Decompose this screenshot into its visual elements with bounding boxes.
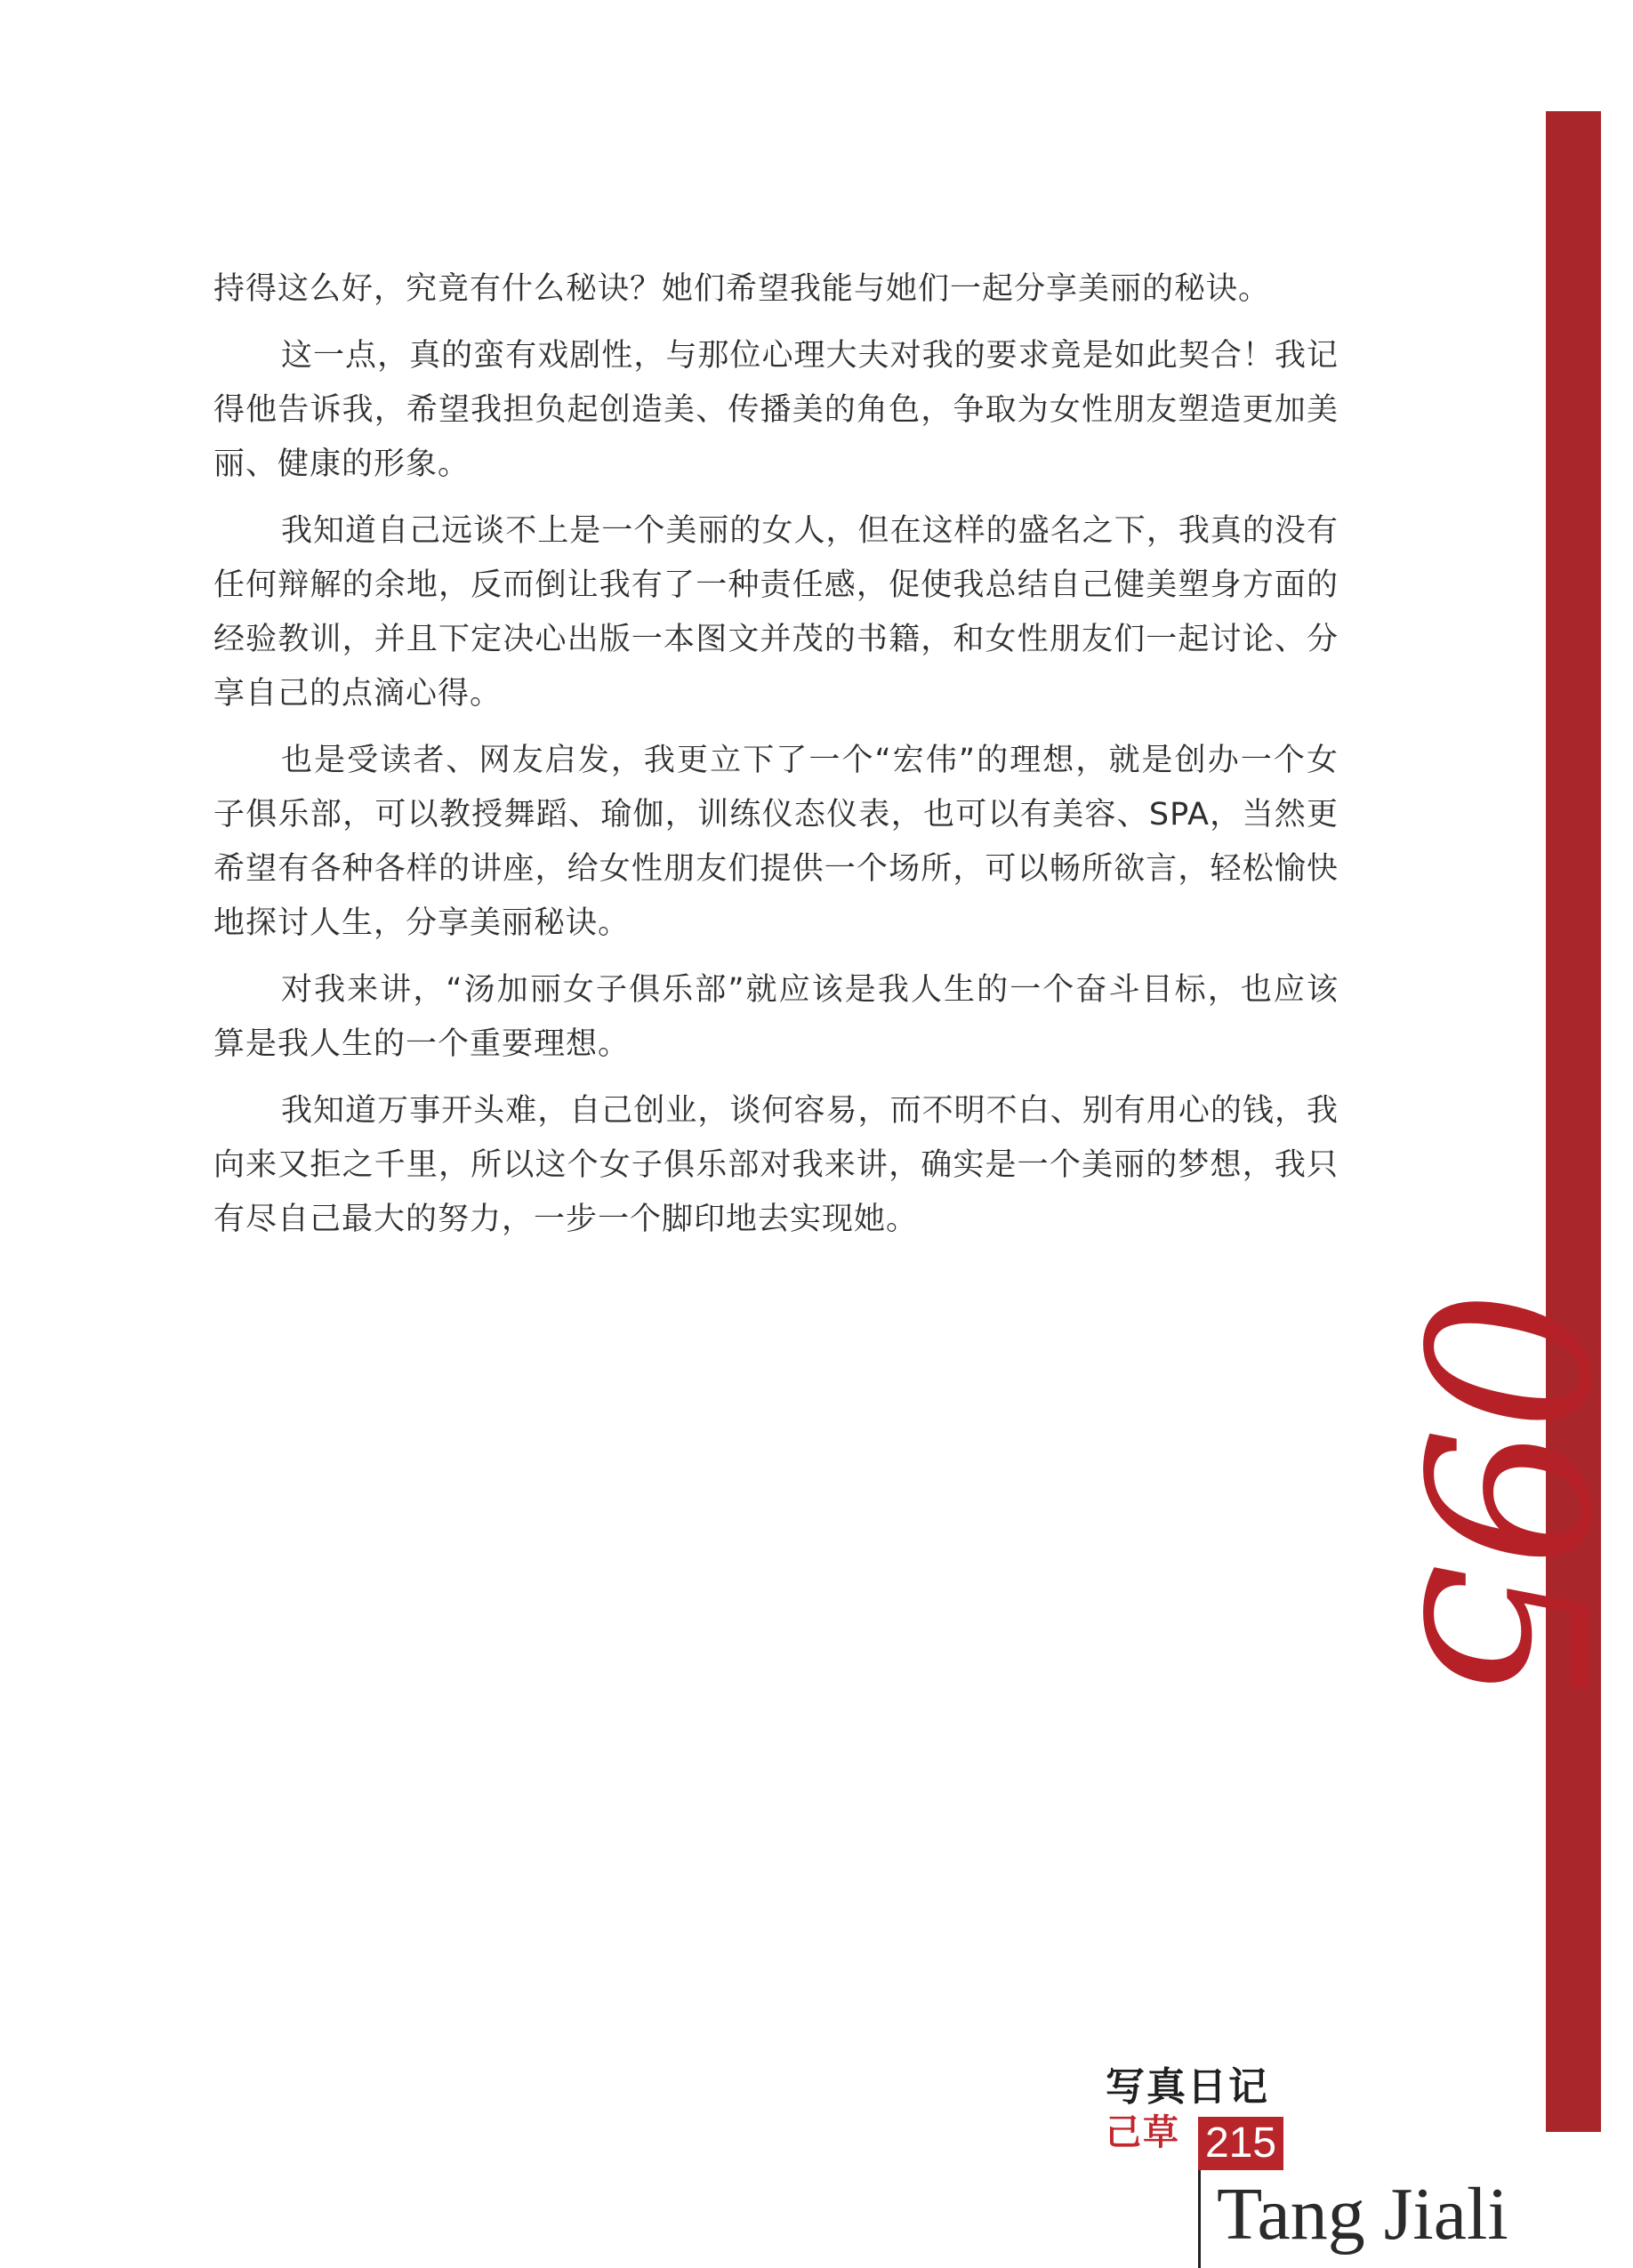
paragraph: 这一点，真的蛮有戏剧性，与那位心理大夫对我的要求竟是如此契合！我记得他告诉我，希望我担负起创造美、传播美的角色，争取为女性朋友塑造更加美丽、健康的形象。 xyxy=(213,338,1339,482)
book-title: 写真日记 xyxy=(1106,2064,1269,2110)
author-name: Tang Jiali xyxy=(1217,2173,1508,2256)
chapter-number-text: 095 xyxy=(1374,1290,1633,1699)
page-number: 215 xyxy=(1198,2117,1283,2170)
page-footer xyxy=(1106,2065,1550,2264)
chapter-number xyxy=(1374,1290,1633,1699)
paragraph: 我知道自己远谈不上是一个美丽的女人，但在这样的盛名之下，我真的没有任何辩解的余地，反而倒让我有了一种责任感，促使我总结自己健美塑身方面的经验教训，并且下定决心出版一本图文并茂的书籍，和女性朋友们一起讨论、分享自己的点滴心得。 xyxy=(213,513,1339,712)
book-subtitle: 己草 xyxy=(1106,2112,1180,2153)
side-color-bar xyxy=(1546,111,1601,2132)
paragraph: 也是受读者、网友启发，我更立下了一个“宏伟”的理想，就是创办一个女子俱乐部，可以教授舞蹈、瑜伽，训练仪态仪表，也可以有美容、SPA，当然更希望有各种各样的讲座，给女性朋友们提供一个场所，可以畅所欲言，轻松愉快地探讨人生，分享美丽秘诀。 xyxy=(213,743,1339,941)
paragraph: 对我来讲，“汤加丽女子俱乐部”就应该是我人生的一个奋斗目标，也应该算是我人生的一个重要理想。 xyxy=(213,972,1339,1062)
footer-divider xyxy=(1198,2170,1201,2268)
paragraph: 持得这么好，究竟有什么秘诀？她们希望我能与她们一起分享美丽的秘诀。 xyxy=(213,271,1271,307)
body-text xyxy=(213,262,1339,1259)
paragraph: 我知道万事开头难，自己创业，谈何容易，而不明不白、别有用心的钱，我向来又拒之千里，所以这个女子俱乐部对我来讲，确实是一个美丽的梦想，我只有尽自己最大的努力，一步一个脚印地去实现她。 xyxy=(213,1093,1339,1237)
